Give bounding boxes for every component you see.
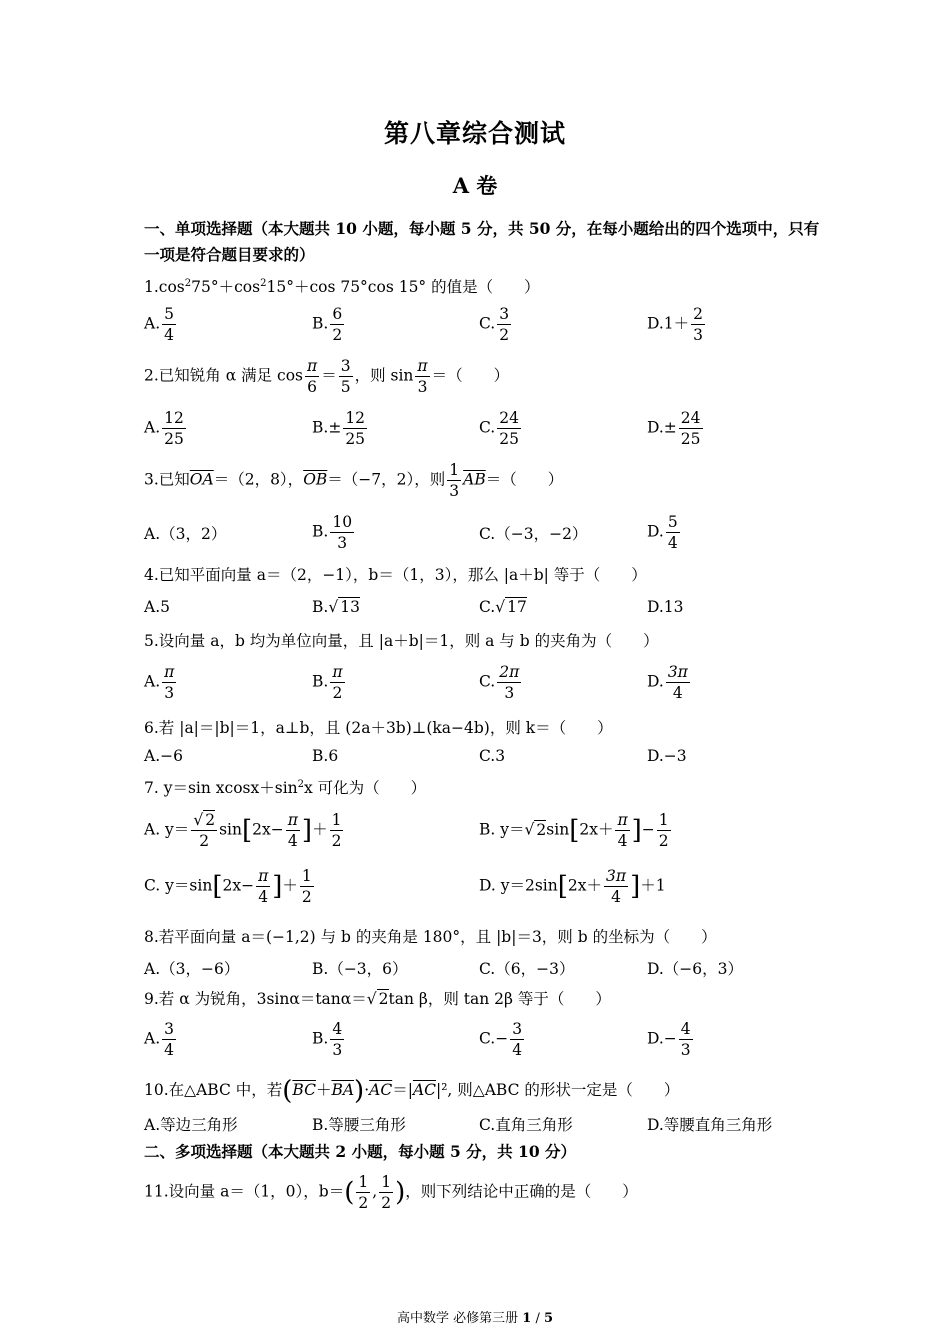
- option-c: C.（6，−3）: [479, 960, 575, 978]
- option-c: C. $\frac{3}{2}$: [479, 305, 510, 344]
- option-c: C.（−3，−2）: [479, 525, 588, 543]
- option-b: B. $\frac{6}{2}$: [312, 305, 343, 344]
- question-7-options-ab: [144, 810, 824, 856]
- option-c: C.√ 17: [479, 598, 527, 616]
- option-d: D. y＝2sin[2x＋ $\frac{3\pi}{4}$ ]＋1: [479, 867, 666, 906]
- option-b: B.√ 13: [312, 598, 360, 616]
- question-6: 6.若 |a|＝|b|＝1，a⊥b，且 (2a＋3b)⊥(ka−4b)，则 k＝（ ）: [144, 719, 613, 737]
- option-b: B.等腰三角形: [312, 1116, 406, 1134]
- question-2-options: [144, 408, 824, 454]
- question-1-options: [144, 304, 824, 350]
- option-b: B. y＝√ 2sin[2x＋ $\frac{\pi}{4}$ ]− $\frac{1}{2}$: [479, 811, 669, 850]
- option-b: B. $\frac{4}{3}$: [312, 1020, 343, 1059]
- question-9: 9.若 α 为锐角，3sinα＝tanα＝√ 2tan β，则 tan 2β 等于（ ）: [144, 990, 611, 1008]
- section-heading-single-choice: 一、单项选择题（本大题共 10 小题，每小题 5 分，共 50 分，在每小题给出的四个选项中，只有一项是符合题目要求的）: [144, 219, 820, 264]
- question-10: 10.在△ABC 中，若$(\overline{BC}+\overline{BA})\cdot\overline{AC}=|\overline{AC}|^2$, 则△ABC 的形状一定是（ ）: [144, 1076, 680, 1106]
- option-d: D.± $\frac{24}{25}$: [647, 409, 701, 448]
- page-title: 第八章综合测试: [383, 119, 566, 148]
- option-a: A.（3，2）: [144, 525, 227, 543]
- section-heading-multiple-choice: 二、多项选择题（本大题共 2 小题，每小题 5 分，共 10 分）: [144, 1142, 577, 1161]
- question-2: 2.已知锐角 α 满足 cos $\frac{\pi}{6}$ ＝ $\frac{3}{5}$ ，则 sin $\frac{\pi}{3}$ ＝（ ）: [144, 357, 510, 396]
- option-c: C. y＝sin[2x− $\frac{\pi}{4}$ ]＋ $\frac{1}{2}$: [144, 867, 312, 906]
- option-a: A. $\frac{\pi}{3}$: [144, 663, 175, 702]
- page-footer: [0, 1307, 950, 1326]
- option-d: D.− $\frac{4}{3}$: [647, 1020, 691, 1059]
- footer-separator: /: [535, 1311, 540, 1326]
- question-7: 7. y＝sin $xcosx+\sin^2x$ 可化为（ ）: [144, 778, 427, 797]
- option-d: D. $\frac{5}{4}$: [647, 513, 678, 552]
- option-a: A.5: [144, 598, 170, 616]
- option-c: C.直角三角形: [479, 1116, 573, 1134]
- question-5-options: [144, 662, 824, 708]
- footer-page-total: 5: [543, 1311, 554, 1326]
- question-8: 8.若平面向量 a＝(−1,2) 与 b 的夹角是 180°，且 |b|＝3，则 b 的坐标为（ ）: [144, 928, 717, 946]
- option-a: A.−6: [144, 747, 183, 765]
- option-b: B. $\frac{10}{3}$: [312, 513, 353, 552]
- question-9-options: [144, 1019, 824, 1065]
- option-a: A. y＝ $\frac{√ 2}{2}$ sin[2x− $\frac{\pi}{4}$ ]＋ $\frac{1}{2}$: [144, 811, 342, 850]
- option-d: D.等腰直角三角形: [647, 1116, 773, 1134]
- option-d: D.−3: [647, 747, 687, 765]
- question-1: $1.\cos^275^\circ+\cos^215^\circ+\cos$ 75°cos 15° 的值是（ ）: [144, 277, 540, 296]
- option-b: B.（−3，6）: [312, 960, 408, 978]
- question-5: 5.设向量 a，b 均为单位向量，且 |a＋b|＝1，则 a 与 b 的夹角为（ ）: [144, 632, 659, 650]
- page-subtitle: A 卷: [452, 173, 498, 198]
- question-3: 3.已知$\overline{OA}=(2$，8），$\overline{OB}=(-7$，2），则 $\frac{1}{3}$ $\overline{AB}=$（ ）: [144, 461, 564, 500]
- option-a: A. $\frac{3}{4}$: [144, 1020, 174, 1059]
- question-11: 11.设向量 a＝（1，0），b＝( $\frac{1}{2}$ , $\frac{1}{2}$ )，则下列结论中正确的是（ ）: [144, 1173, 638, 1212]
- question-3-options: [144, 512, 824, 558]
- question-7-options-cd: [144, 866, 824, 912]
- option-d: D.1＋ $\frac{2}{3}$: [647, 305, 704, 344]
- option-a: A.（3，−6）: [144, 960, 240, 978]
- footer-page-number: 1: [522, 1311, 532, 1326]
- question-4: 4.已知平面向量 a＝（2，−1），b＝（1，3），那么 |a＋b| 等于（ ）: [144, 566, 647, 584]
- option-a: A. $\frac{12}{25}$: [144, 409, 184, 448]
- option-b: B.6: [312, 747, 339, 765]
- option-c: C.− $\frac{3}{4}$: [479, 1020, 523, 1059]
- option-d: D. $\frac{3\pi}{4}$: [647, 663, 688, 702]
- option-c: C. $\frac{2\pi}{3}$: [479, 663, 520, 702]
- footer-book-title: 高中数学 必修第三册: [396, 1311, 519, 1326]
- option-a: A. $\frac{5}{4}$: [144, 305, 174, 344]
- option-c: C.3: [479, 747, 506, 765]
- option-b: B.± $\frac{12}{25}$: [312, 409, 366, 448]
- option-c: C. $\frac{24}{25}$: [479, 409, 519, 448]
- option-b: B. $\frac{\pi}{2}$: [312, 663, 343, 702]
- option-d: D.（−6，3）: [647, 960, 744, 978]
- option-a: A.等边三角形: [144, 1116, 238, 1134]
- option-d: D.13: [647, 598, 684, 616]
